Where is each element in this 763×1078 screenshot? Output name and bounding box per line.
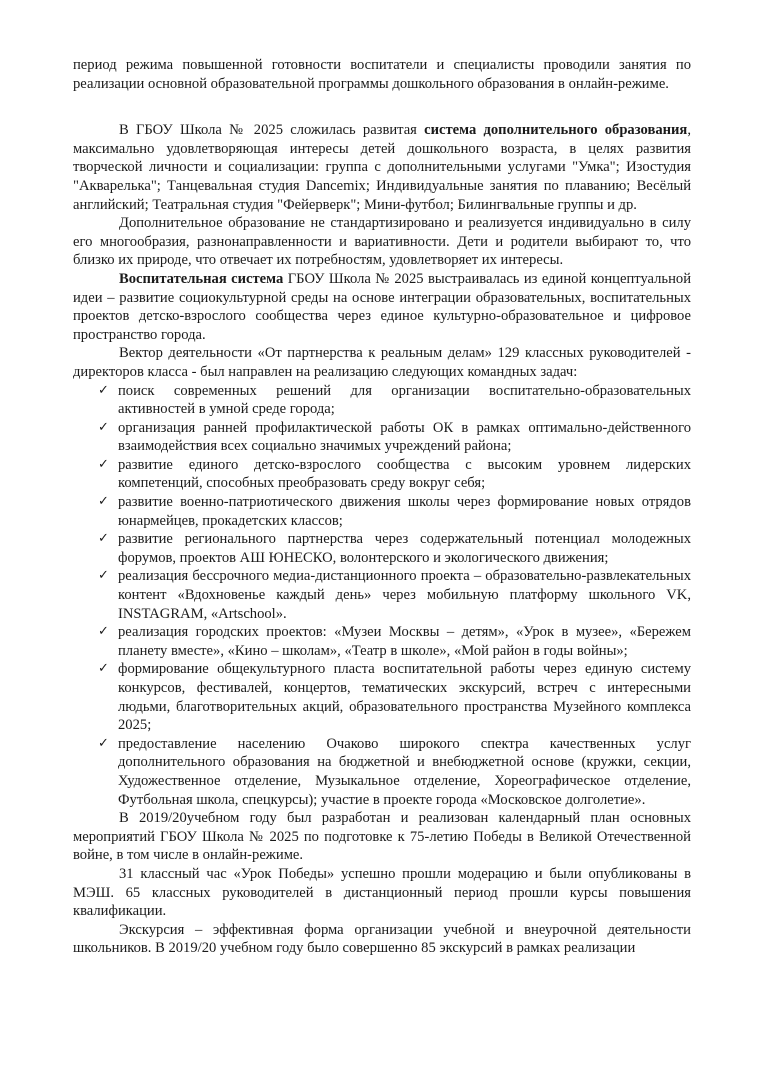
checklist-item-text: организация ранней профилактической работы ОК в рамках оптимально-действенного взаимодействия всех социально значимых учреждений района; [118,419,691,455]
paragraph-activity-vector: Вектор деятельности «От партнерства к реальным делам» 129 классных руководителей - директоров класса - был направлен на реализацию следующих командных задач: [73,345,691,380]
checklist-item-text: предоставление населению Очаково широкого спектра качественных услуг дополнительного образования на бюджетной и внебюджетной основе (кружки, секции, Художественное отделение, Музыкальное отделение, Хореографическое отделение, Футбольная школа, спецкурсы); участие в проекте города «Московское долголетие». [118,735,691,808]
checklist-item-text: реализация бессрочного медиа-дистанционного проекта – образовательно-развлекательных контент «Вдохновенье каждый день» через мобильную платформу школьного VK, INSTAGRAM, «Artschool». [118,568,691,622]
checklist-item-text: реализация городских проектов: «Музеи Москвы – детям», «Урок в музее», «Бережем планету вместе», «Кино – школам», «Театр в школе», «Мой район в годы войны»; [118,624,691,659]
checklist-item [98,623,691,660]
checklist-item [98,493,691,530]
paragraph-excursions: Экскурсия – эффективная форма организации учебной и внеурочной деятельности школьников. В 2019/20 учебном году было совершенно 85 экскурсий в рамках реализации [73,921,691,957]
bold-term: система дополнительного образования [424,122,688,139]
checklist-item-text: формирование общекультурного пласта воспитательной работы через единую систему конкурсов, фестивалей, концертов, тематических экскурсий, встреч с интересными людьми, благотворительных акций, образовательного пространства Музейного комплекса 2025; [118,661,691,734]
checklist-item-text: развитие регионального партнерства через содержательный потенциал молодежных форумов, проектов АШ ЮНЕСКО, волонтерского и экологического движения; [118,531,691,566]
text-run: ГБОУ Школа № 2025 выстраивалась из единой концептуальной идеи – развитие социокультурной среды на основе интеграции образовательных, воспитательных проектов детско-взрослого сообщества через единое культурно-образовательное и цифровое пространство города. [73,270,692,343]
checklist-item [98,530,691,567]
checklist-item-text: развитие военно-патриотического движения школы через формирование новых отрядов юнармейцев, прокадетских классов; [118,494,691,529]
checkmark-icon: ✓ [98,624,109,640]
checkmark-icon: ✓ [98,568,109,584]
checklist-item [98,456,691,493]
checkmark-icon: ✓ [98,419,109,435]
checkmark-icon: ✓ [98,456,109,472]
paragraph-victory-plan: В 2019/20учебном году был разработан и реализован календарный план основных мероприятий ГБОУ Школа № 2025 по подготовке к 75-летию Победы в Великой Отечественной войне, в том числе в онлайн-режиме. [73,810,691,864]
checklist-item-text: поиск современных решений для организации воспитательно-образовательных активностей в умной среде города; [118,382,691,418]
checklist-item [98,382,691,419]
task-checklist [73,382,691,810]
paragraph-additional-education [73,121,691,214]
bold-term: Воспитательная система [119,270,284,287]
paragraph-not-standardized: Дополнительное образование не стандартизировано и реализуется индивидуально в силу его многообразия, разнонаправленности и вариативности. Дети и родители выбирают то, что близко их природе, что отвечает их потребностям, удовлетворяет их интересы. [73,215,691,269]
text-run: , максимально удовлетворяющая интересы детей дошкольного возраста, в целях развития творческой личности и социализации: группа с дополнительными услугами "Умка"; Изостудия "Акварелька"; Танцевальная студия Dancemix; Индивидуальные занятия по плаванию; Весёлый английский; Театральная студия "Фейерверк"; Мини-футбол; Билингвальные группы и др. [73,122,691,213]
checklist-item [98,660,691,734]
checklist-item-text: развитие единого детско-взрослого сообщества с высоким уровнем лидерских компетенций, способных преобразовать среду вокруг себя; [118,456,691,492]
paragraph-victory-lesson: 31 классный час «Урок Победы» успешно прошли модерацию и были опубликованы в МЭШ. 65 классных руководителей в дистанционный период прошли курсы повышения квалификации. [73,865,691,920]
checkmark-icon: ✓ [98,494,109,510]
checkmark-icon: ✓ [98,531,109,547]
checklist-item [98,735,691,809]
checkmark-icon: ✓ [98,735,109,751]
checkmark-icon: ✓ [98,661,109,677]
text-run: В ГБОУ Школа № 2025 сложилась развитая [119,122,425,139]
paragraph-online-classes: период режима повышенной готовности воспитатели и специалисты проводили занятия по реализации основной образовательной программы дошкольного образования в онлайн-режиме. [73,57,691,92]
checklist-item [98,419,691,456]
paragraph-upbringing-system [73,270,691,344]
checkmark-icon: ✓ [98,382,109,398]
checklist-item [98,567,691,623]
paragraph-gap [73,93,691,121]
